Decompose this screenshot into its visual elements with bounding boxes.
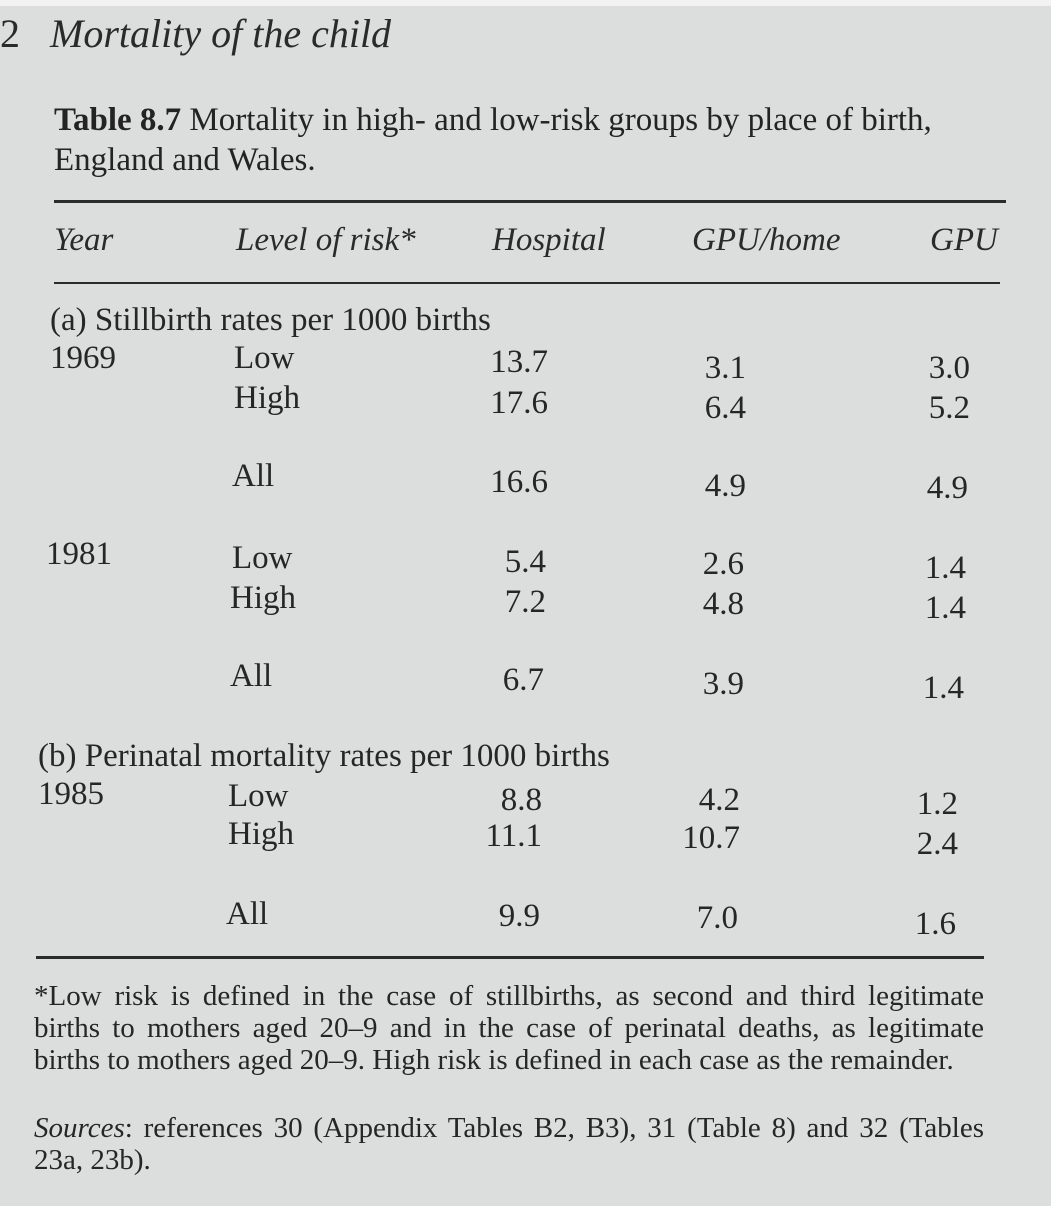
gpu-value: 1.2 xyxy=(916,786,958,822)
gpu-value: 1.4 xyxy=(922,670,964,706)
gpu-value: 1.4 xyxy=(924,550,966,586)
gpu-home-value: 3.1 xyxy=(704,350,746,386)
gpu-home-value: 3.9 xyxy=(702,666,744,702)
section-b-title: (b) Perinatal mortality rates per 1000 births xyxy=(38,738,610,774)
top-rule xyxy=(54,200,1006,203)
risk-label: High xyxy=(234,380,300,416)
gpu-home-value: 4.8 xyxy=(702,586,744,622)
risk-label: All xyxy=(232,458,275,494)
page-number: 2 xyxy=(0,11,20,56)
year-1981: 1981 xyxy=(46,536,112,572)
header-year: Year xyxy=(54,222,114,258)
page-top-edge xyxy=(0,0,1051,6)
year-1985: 1985 xyxy=(38,776,104,812)
hospital-value: 9.9 xyxy=(498,898,540,934)
hospital-value: 8.8 xyxy=(500,782,542,818)
gpu-home-value: 6.4 xyxy=(704,390,746,426)
table-caption xyxy=(54,100,1014,180)
table-label: Table 8.7 xyxy=(54,102,182,138)
risk-label: All xyxy=(226,896,269,932)
gpu-home-value: 4.9 xyxy=(704,468,746,504)
header-risk: Level of risk* xyxy=(236,222,416,258)
gpu-home-value: 2.6 xyxy=(702,546,744,582)
hospital-value: 11.1 xyxy=(485,818,542,854)
header-rule xyxy=(54,282,1000,284)
sources-text: : references 30 (Appendix Tables B2, B3), 31 (Table 8) and 32 (Tables 23a, 23b). xyxy=(34,1112,984,1176)
header-gpu-home: GPU/home xyxy=(692,222,841,258)
hospital-value: 13.7 xyxy=(490,344,548,380)
gpu-home-value: 10.7 xyxy=(682,820,740,856)
risk-label: High xyxy=(230,580,296,616)
gpu-value: 2.4 xyxy=(916,826,958,862)
hospital-value: 6.7 xyxy=(502,662,544,698)
risk-label: Low xyxy=(234,340,295,376)
gpu-home-value: 7.0 xyxy=(696,900,738,936)
gpu-value: 4.9 xyxy=(926,470,968,506)
gpu-value: 3.0 xyxy=(928,350,970,386)
year-1969: 1969 xyxy=(50,340,116,376)
gpu-value: 1.4 xyxy=(924,590,966,626)
table-caption-text: Mortality in high- and low-risk groups by place of birth, England and Wales. xyxy=(54,102,932,178)
chapter-title: Mortality of the child xyxy=(50,11,392,56)
hospital-value: 5.4 xyxy=(504,544,546,580)
header-gpu: GPU xyxy=(930,222,998,258)
gpu-value: 5.2 xyxy=(928,390,970,426)
risk-label: All xyxy=(230,658,273,694)
sources-note xyxy=(34,1112,984,1176)
risk-label: Low xyxy=(228,778,289,814)
footnote: *Low risk is defined in the case of stillbirths, as second and third legitimate births to mothers aged 20–9 and in the case of perinatal deaths, as legitimate births to mothers aged 20–9. High risk is defined in each case as the remainder. xyxy=(34,980,984,1076)
header-hospital: Hospital xyxy=(492,222,606,258)
gpu-value: 1.6 xyxy=(914,906,956,942)
hospital-value: 7.2 xyxy=(504,584,546,620)
section-a-title: (a) Stillbirth rates per 1000 births xyxy=(50,302,491,338)
running-head xyxy=(0,10,391,57)
gpu-home-value: 4.2 xyxy=(698,782,740,818)
bottom-rule xyxy=(36,956,984,959)
hospital-value: 17.6 xyxy=(490,385,548,421)
risk-label: Low xyxy=(232,540,293,576)
hospital-value: 16.6 xyxy=(490,464,548,500)
risk-label: High xyxy=(228,816,294,852)
sources-label: Sources xyxy=(34,1112,125,1144)
